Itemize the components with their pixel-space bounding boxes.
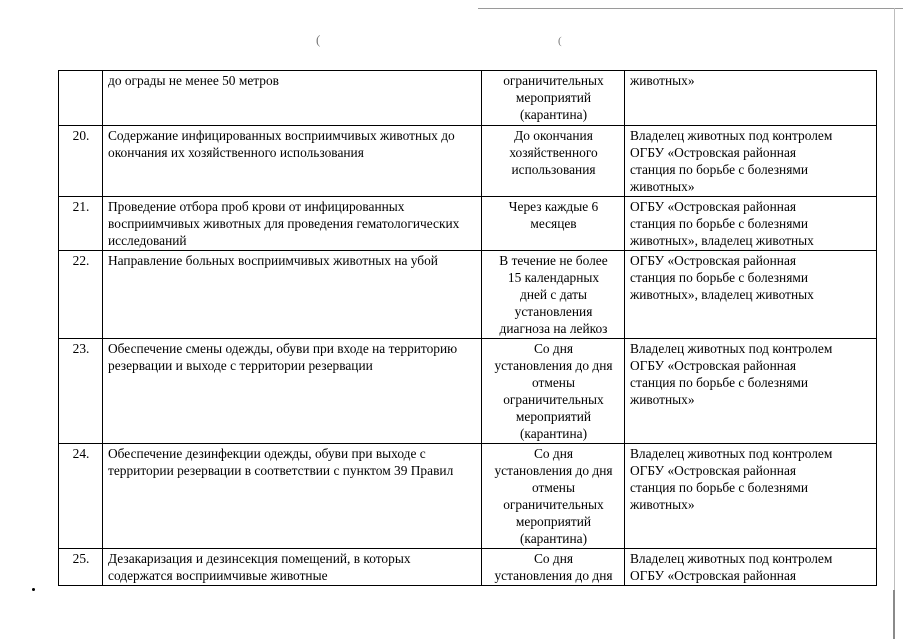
responsible-text: Владелец животных под контролем ОГБУ «Островская районная (625, 549, 877, 586)
row-number: 24. (59, 444, 103, 549)
measure-text: Обеспечение дезинфекции одежды, обуви при выходе с территории резервации в соответствии с пунктом 39 Правил (103, 444, 482, 549)
responsible-text: животных» (625, 71, 877, 126)
responsible-text: Владелец животных под контролем ОГБУ «Островская районная станция по борьбе с болезнями животных» (625, 444, 877, 549)
table-row (59, 251, 877, 339)
measure-text: до ограды не менее 50 метров (103, 71, 482, 126)
scan-artifact-mark: ( (558, 35, 562, 47)
scan-artifact-mark: ( (316, 32, 321, 47)
table-row (59, 126, 877, 197)
row-number: 25. (59, 549, 103, 586)
term-text: Со дня установления до дня отмены ограничительных мероприятий (карантина) (482, 339, 625, 444)
measure-text: Обеспечение смены одежды, обуви при входе на территорию резервации и выходе с территории резервации (103, 339, 482, 444)
row-number: 20. (59, 126, 103, 197)
responsible-text: ОГБУ «Островская районная станция по борьбе с болезнями животных», владелец животных (625, 197, 877, 251)
scan-edge-line (893, 590, 895, 639)
table-row (59, 549, 877, 586)
term-text: До окончания хозяйственного использования (482, 126, 625, 197)
table-row (59, 339, 877, 444)
term-text: В течение не более 15 календарных дней с даты установления диагноза на лейкоз (482, 251, 625, 339)
row-number (59, 71, 103, 126)
table-row (59, 197, 877, 251)
term-text: Со дня установления до дня (482, 549, 625, 586)
term-text: Через каждые 6 месяцев (482, 197, 625, 251)
table-row (59, 71, 877, 126)
table-row (59, 444, 877, 549)
row-number: 21. (59, 197, 103, 251)
measure-text: Проведение отбора проб крови от инфицированных восприимчивых животных для проведения гематологических исследований (103, 197, 482, 251)
scan-edge-line (894, 8, 895, 639)
measure-text: Дезакаризация и дезинсекция помещений, в которых содержатся восприимчивые животные (103, 549, 482, 586)
responsible-text: Владелец животных под контролем ОГБУ «Островская районная станция по борьбе с болезнями животных» (625, 339, 877, 444)
row-number: 22. (59, 251, 103, 339)
scan-artifact-dot (32, 588, 35, 591)
measure-text: Направление больных восприимчивых животных на убой (103, 251, 482, 339)
responsible-text: ОГБУ «Островская районная станция по борьбе с болезнями животных», владелец животных (625, 251, 877, 339)
row-number: 23. (59, 339, 103, 444)
scan-edge-line (478, 8, 903, 9)
measure-text: Содержание инфицированных восприимчивых животных до окончания их хозяйственного использования (103, 126, 482, 197)
measures-table (58, 70, 877, 586)
responsible-text: Владелец животных под контролем ОГБУ «Островская районная станция по борьбе с болезнями животных» (625, 126, 877, 197)
term-text: Со дня установления до дня отмены ограничительных мероприятий (карантина) (482, 444, 625, 549)
term-text: ограничительных мероприятий (карантина) (482, 71, 625, 126)
